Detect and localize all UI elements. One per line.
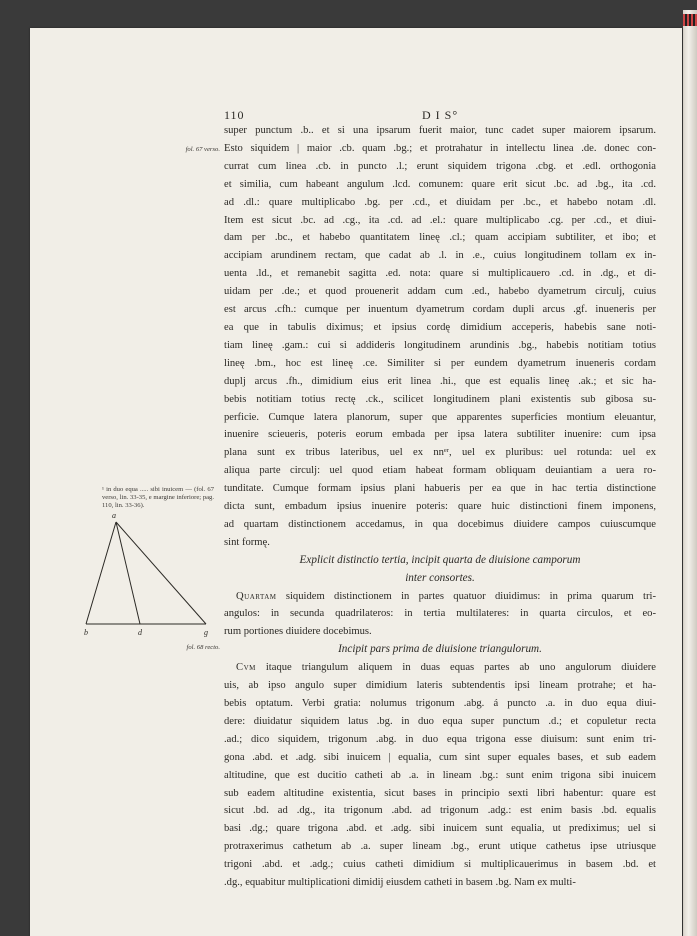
- text-line: rum portiones diuidere docebimus.: [224, 626, 372, 638]
- side-ab: [86, 522, 116, 624]
- body-text: [224, 122, 656, 892]
- text-line: tunditate. Cumque formam ipsius plani habueris per ea que in hac tertia distinctione: [224, 483, 656, 495]
- text-line: basi .dg.; quare trigona .abd. et .adg. sibi inuicem sunt equalia, ut prediximus; uel si: [224, 823, 656, 835]
- text-line: duplj arcus .fh., dimidium eius erit linea .hi., que est equalis lineę .ak.; et sic ha-: [224, 375, 656, 387]
- heading-explicit-cont: inter consortes.: [405, 571, 475, 584]
- label-g: g: [204, 628, 208, 637]
- page-edge: [683, 10, 697, 936]
- side-ag: [116, 522, 206, 624]
- page-header: [224, 108, 656, 122]
- text-line: super punctum .b.. et si una ipsarum fuerit maior, tunc cadet super maiorem ipsarum.: [224, 125, 656, 136]
- text-line: et similia, cum habeant angulum .lcd. comunem: quare erit sicut .bc. ad .bg., ita .cd.: [224, 178, 656, 190]
- margin-folio-note-1: [160, 146, 220, 154]
- triangle-diagram: [80, 506, 220, 646]
- folio-text-1: fol. 67 verso.: [185, 146, 220, 153]
- text-line: altitudine, que est ducitio catheti ab .a. in lineam .bg.: sunt enim trigona sibi inuicem: [224, 769, 656, 781]
- text-line: bebis notitiam totius rectę .ck., scilicet longitudinem plani existentis sub gibosa su-: [224, 393, 656, 405]
- text-line: Item est sicut .bc. ad .cg., ita .cd. ad .el.: quare multiplicabo .cg. per .cd., et diui-: [224, 214, 656, 226]
- text-line: inuenire scieueris, poteris eorum embada per ipsa latera subtiliter inuenire: cum ipsa: [224, 429, 656, 441]
- text-line: aliqua parte circulj: uel quod etiam habeat formam obliquam deuiantiam a uera ro-: [224, 465, 656, 477]
- paragraph-1: [224, 122, 656, 552]
- line-text: itaque triangulum aliquem in duas equas partes ab uno angulorum diuidere: [255, 662, 656, 674]
- initial-word: Cvm: [236, 662, 256, 674]
- text-line: ea que in tabulis diximus; et ipsius cordę dimidium acceperis, habebis sane noti-: [224, 321, 656, 333]
- line-text: siquidem distinctionem in partes quatuor diuidimus: in prima quarum tri-: [276, 590, 656, 602]
- initial-word: Quartam: [236, 590, 277, 602]
- running-title: D I S°: [422, 108, 459, 122]
- text-line: uenta .ld., et remanebit sagitta .ed. nota: quare si multiplicauero .cd. in .dg., et di-: [224, 268, 656, 280]
- page-number: 110: [224, 108, 245, 122]
- triangle-figure: [80, 506, 220, 646]
- text-line: [224, 588, 656, 606]
- text-line: .dg., equabitur multiplicationi dimidij eiusdem catheti in basem .bg. Nam ex multi-: [224, 877, 576, 889]
- text-line: dicta sunt, embadum ipsius inuenire poteris: quare huic distinctioni finem imponens,: [224, 501, 656, 513]
- text-line: uis, ab ipso angulo super dimidium lateris subtendentis ipsi lineam protrahe; et ha-: [224, 680, 656, 692]
- text-line: lineę .bm., hoc est lineę .ce. Similiter si per eundem dyametrum inueneris cordam: [224, 357, 656, 369]
- text-line: currat cum linea .cb. in puncto .l.; erunt siquidem trigona .cbg. et .edl. orthogonia: [224, 160, 656, 172]
- text-line: tiam lineę .gam.: cui si addideris longitudinem arundinis .bg., habebis notitiam totius: [224, 339, 656, 351]
- text-line: bebis optatum. Verbi gratia: nolumus trigonum .abg. á puncto .a. in duo equa diui-: [224, 698, 656, 709]
- text-line: accipiam arundinem rectam, que cadat ab .l. in .e., cuius longitudinem tollam ex in-: [224, 250, 656, 262]
- folio-text-2: fol. 68 recto.: [186, 644, 220, 651]
- text-line: gona .abd. et .adg. sibi inuicem | equalia, cum sint super equales bases, et sub eadem: [224, 751, 656, 763]
- edge-stripe: [683, 14, 697, 26]
- text-line: perficie. Cumque latera planorum, super que apparentes superficies montium eleuantur,: [224, 411, 656, 423]
- label-b: b: [84, 628, 88, 637]
- paragraph-3: [224, 659, 656, 892]
- text-line: est arcus .cfh.: cumque per inuentum dyametrum cordam dupli arcus .gf. inueneris per: [224, 304, 656, 316]
- text-line: Esto siquidem | maior .cb. quam .bg.; et protrahatur in intellectu linea .de. donec con-: [224, 142, 656, 154]
- text-line: dam per .bc., et habebo quantitatem lineę .cl.; quam accipiam subtiliter, et ibo; et: [224, 232, 656, 244]
- text-line: dere: diuidatur siquidem latus .bg. in duo equa super punctum .d.; et copuletur recta: [224, 715, 656, 727]
- text-line: plana sunt ex tribus lateribus, uel ex nnᵉʳ, uel ex pluribus: uel rotunda: uel ex: [224, 447, 656, 459]
- text-line: uidam per .de.; et quod prouenerit addam cum .ed., habebo dyametrum circulj, cuius: [224, 286, 656, 298]
- text-line: sicut .bd. ad .dg., ita trigonum .abd. ad trigonum .adg.: est enim basis .bd. equalis: [224, 805, 656, 817]
- text-line: trigoni .abd. et .adg.; cuius catheti dimidium si multiplicauerimus in basem .bd. et: [224, 859, 656, 871]
- text-line: angulos: in secunda quadrilateros: in tertia multilateres: in quarta circulos, et eo-: [224, 608, 656, 620]
- paragraph-2: [224, 588, 656, 642]
- label-a: a: [112, 511, 116, 520]
- text-line: protraxerimus cathetum ab .a. super lineam .bg., erunt utique cathetus ipse utriusque: [224, 841, 656, 853]
- heading-pars-prima: Incipit pars prima de diuisione triangulorum.: [338, 643, 542, 656]
- text-line: sub eadem altitudine existentia, sicut bases in principio sexti libri habentur: quare est: [224, 787, 656, 799]
- text-line: [224, 659, 656, 677]
- text-line: ad .dl.: quare multiplicabo .bg. per .cd., et diuidam per .bc., et habebo notam .dl.: [224, 196, 656, 208]
- heading-explicit: Explicit distinctio tertia, incipit quarta de diuisione camporum: [299, 553, 581, 566]
- text-line: ad quartam distinctionem accedamus, in qua docebimus diuidere campos cuiuscumque: [224, 518, 656, 530]
- label-d: d: [138, 628, 142, 637]
- text-line: sint formę.: [224, 536, 270, 548]
- median-ad: [116, 522, 140, 624]
- margin-footnote: ¹ in duo equa ..... sibi inuicem — (fol. 67 verso, lin. 33-35, e margine inferiore; pag. 110, lin. 33-36).: [102, 486, 214, 509]
- text-line: .ad.; dico siquidem, trigonum .abg. in duo equa trigona esse diuisum: sunt enim tri-: [224, 733, 656, 745]
